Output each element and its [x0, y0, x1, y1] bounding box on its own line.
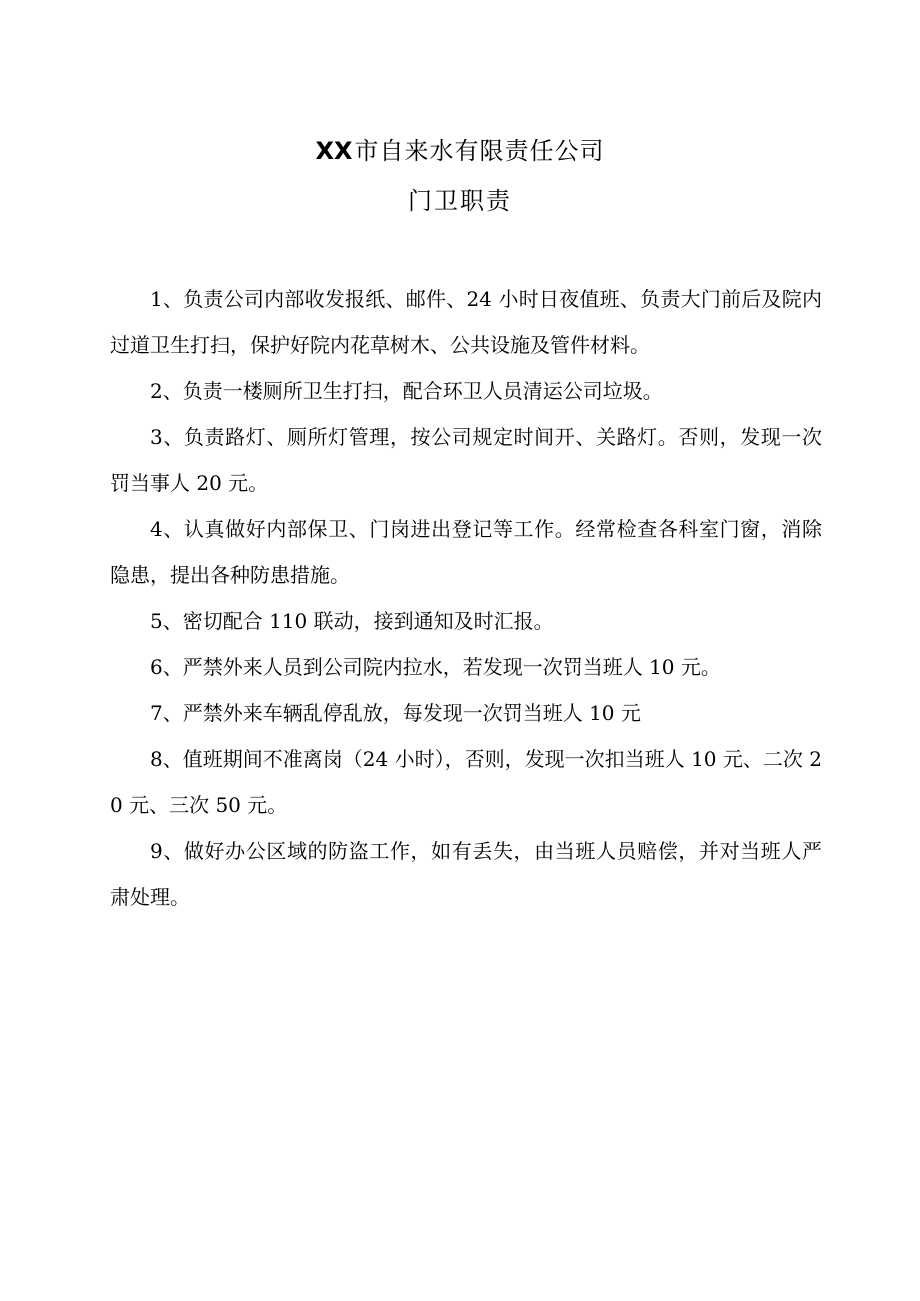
company-title	[0, 136, 920, 166]
duty-item-1: 1、负责公司内部收发报纸、邮件、24 小时日夜值班、负责大门前后及院内过道卫生打扫，保护好院内花草树木、公共设施及管件材料。	[110, 287, 822, 357]
company-name: 市自来水有限责任公司	[354, 137, 605, 165]
duty-item-7: 7、严禁外来车辆乱停乱放，每发现一次罚当班人 10 元	[150, 701, 641, 725]
company-prefix: XX	[315, 137, 353, 165]
duty-item-9: 9、做好办公区域的防盗工作，如有丢失，由当班人员赔偿，并对当班人严肃处理。	[110, 839, 822, 909]
duty-list	[110, 276, 822, 920]
duty-item-5: 5、密切配合 110 联动，接到通知及时汇报。	[150, 609, 554, 633]
duty-item-3: 3、负责路灯、厕所灯管理，按公司规定时间开、关路灯。否则，发现一次罚当事人 20 元。	[110, 425, 822, 495]
duty-item-6: 6、严禁外来人员到公司院内拉水，若发现一次罚当班人 10 元。	[150, 655, 721, 679]
document-title: 门卫职责	[408, 187, 512, 215]
duty-item-2: 2、负责一楼厕所卫生打扫，配合环卫人员清运公司垃圾。	[150, 379, 663, 403]
duty-item-8: 8、值班期间不准离岗（24 小时），否则，发现一次扣当班人 10 元、二次 20 元、三次 50 元。	[110, 747, 822, 817]
duty-item-4: 4、认真做好内部保卫、门岗进出登记等工作。经常检查各科室门窗，消除隐患，提出各种防患措施。	[110, 517, 822, 587]
